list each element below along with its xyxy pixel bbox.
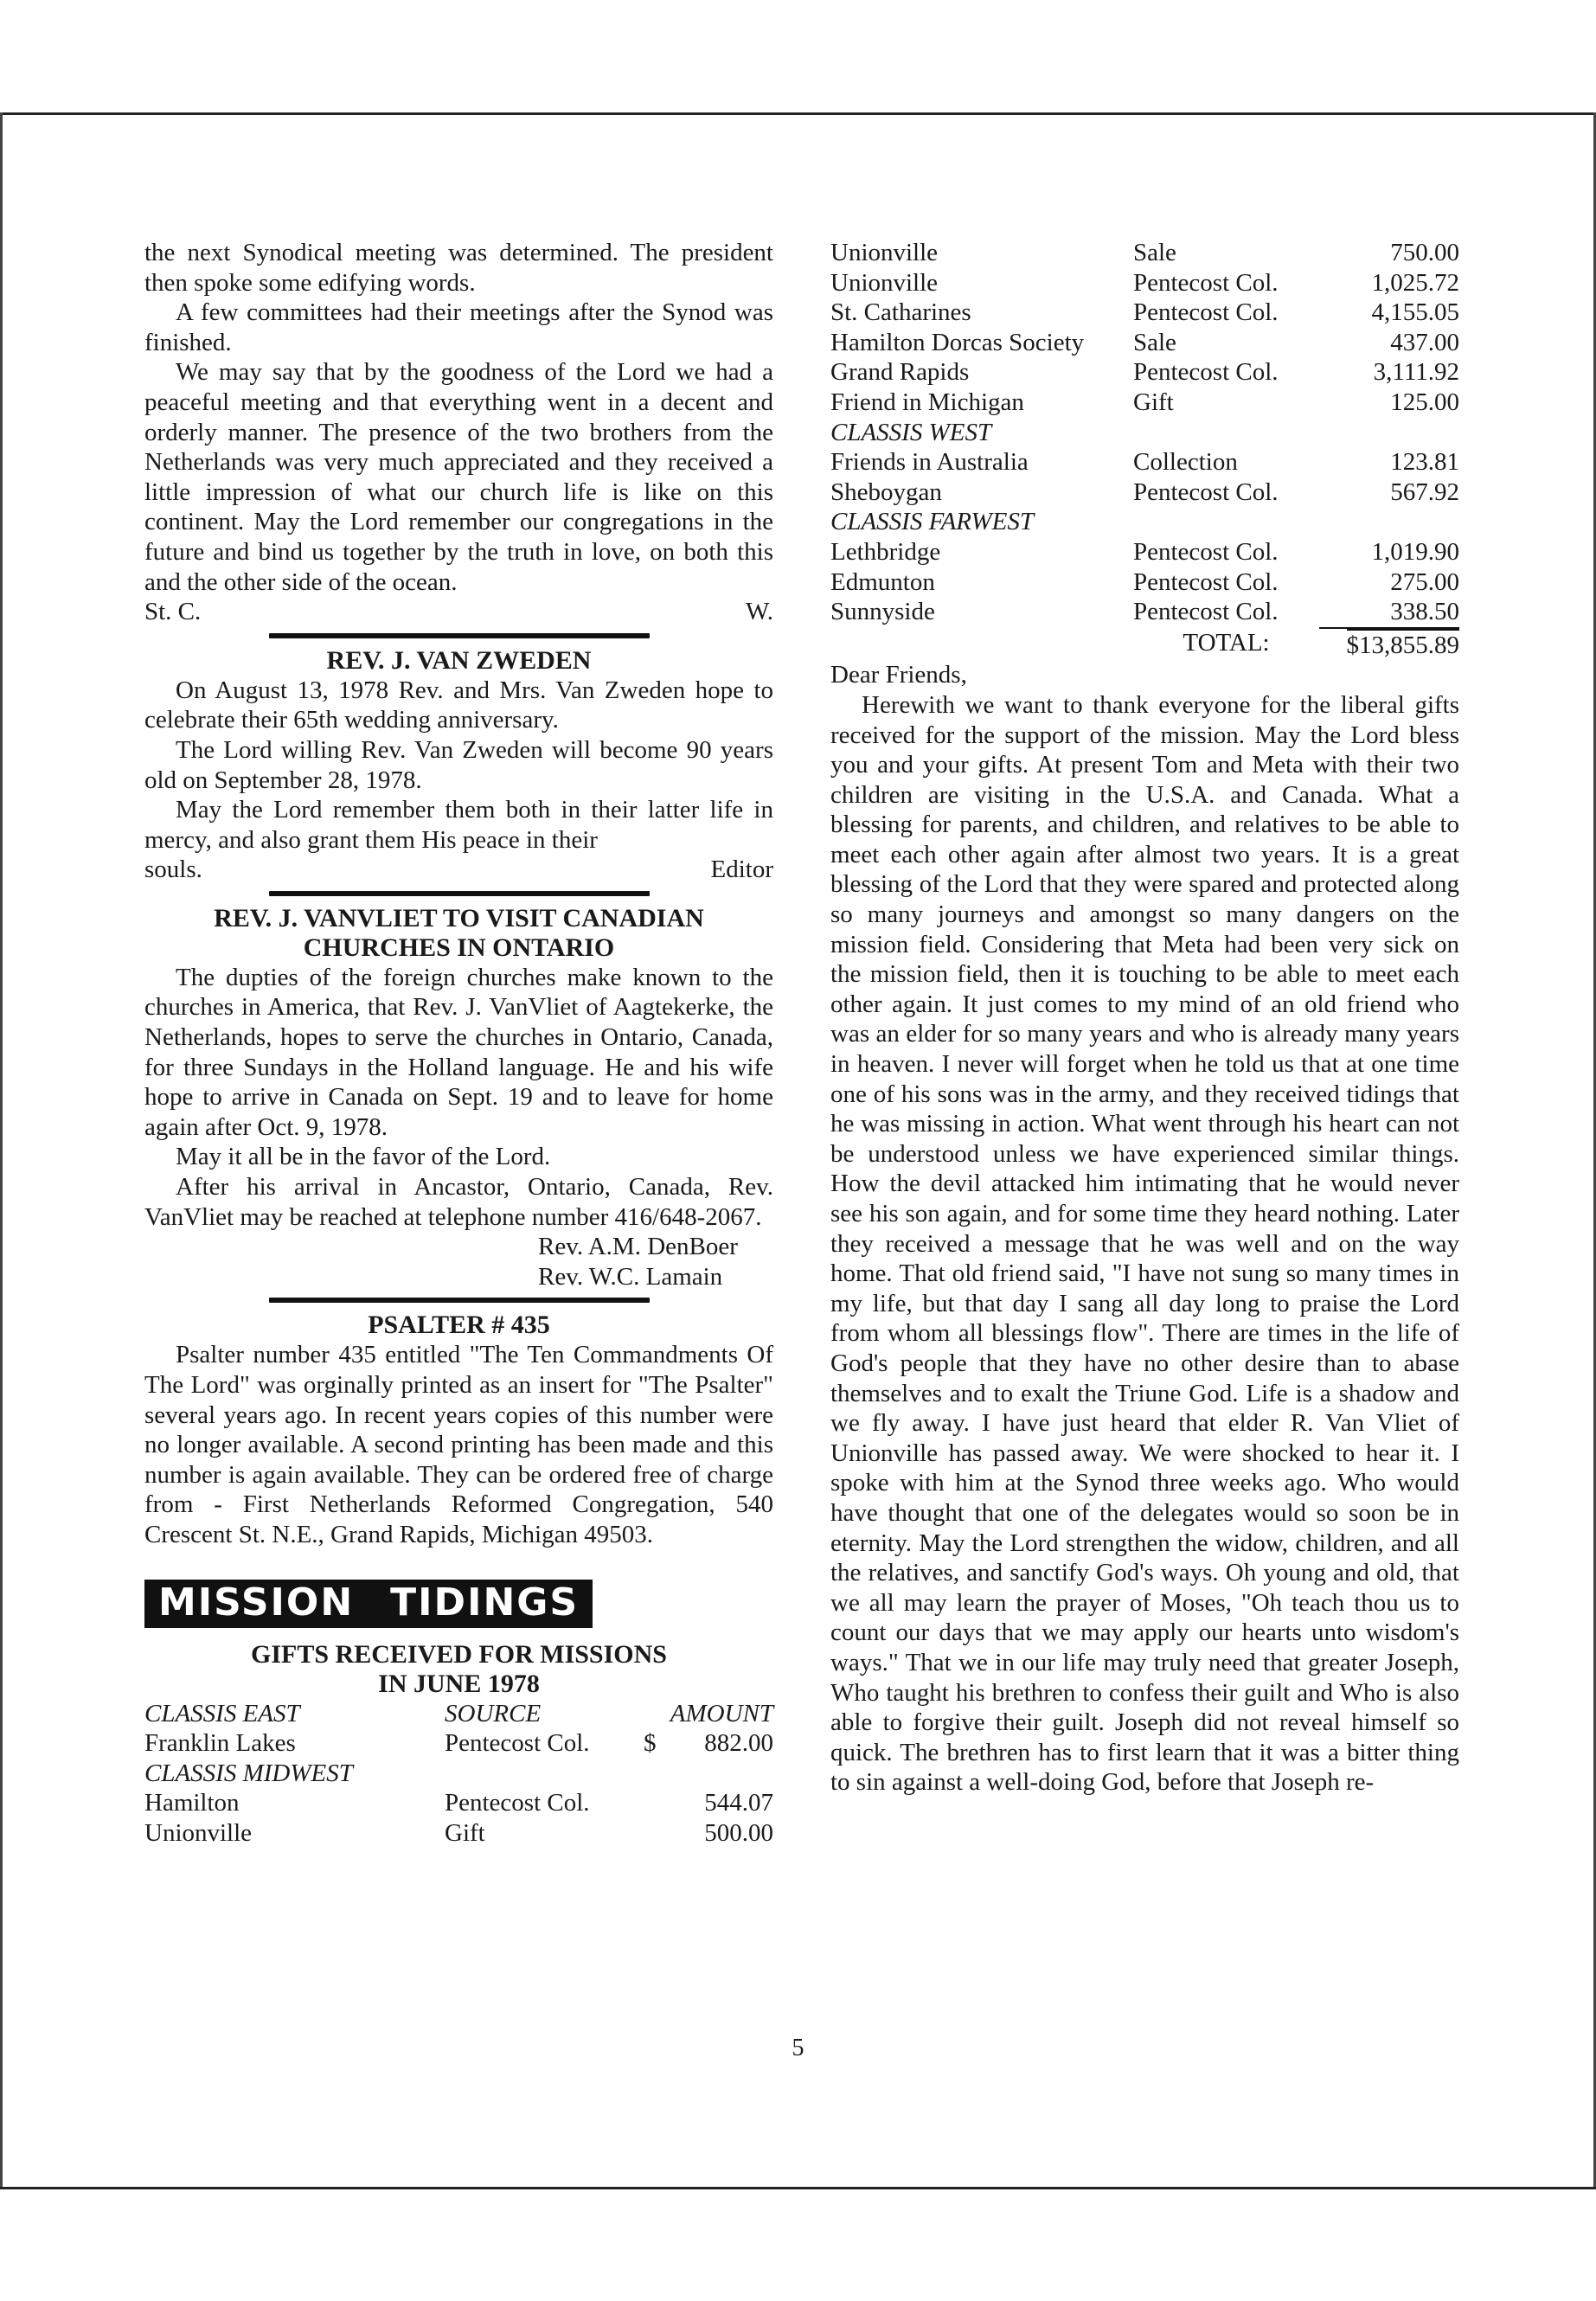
row-source: Pentecost Col. xyxy=(445,1789,590,1817)
row-location: Lethbridge xyxy=(830,537,941,566)
psalter-title: PSALTER # 435 xyxy=(368,1311,550,1340)
row-amount: 1,025.72 xyxy=(1371,268,1459,297)
page-frame-bottom xyxy=(0,2187,1596,2189)
row-source: Pentecost Col. xyxy=(1133,358,1279,387)
row-location: St. Catharines xyxy=(830,298,971,327)
row-currency: $ xyxy=(644,1729,657,1758)
row-location: Hamilton xyxy=(144,1789,240,1817)
vanvliet-paragraph-1: The dupties of the foreign churches make known to the churches in America, that Rev. J. VanVliet of Aagtekerke, the Netherlands, hopes to serve the churches in Ontario, Canada, for three Sundays in the Holland language. He and his wife hope to arrive in Canada on Sept. 19 and to leave for home again after Oct. 9, 1978. xyxy=(144,963,773,1141)
row-source: Pentecost Col. xyxy=(1133,537,1279,566)
row-amount: 882.00 xyxy=(704,1729,773,1758)
row-amount: 275.00 xyxy=(1390,567,1459,596)
classis-farwest: CLASSIS FARWEST xyxy=(830,508,1034,536)
row-amount: 1,019.90 xyxy=(1371,537,1459,566)
header-source: SOURCE xyxy=(445,1699,542,1727)
vanzweden-paragraph-2: The Lord willing Rev. Van Zweden will become 90 years old on September 28, 1978. xyxy=(144,735,773,794)
signoff-left: St. C. xyxy=(144,598,202,626)
table-row xyxy=(830,537,1459,567)
row-source: Sale xyxy=(1133,239,1176,266)
synod-paragraph-1: the next Synodical meeting was determined. The president then spoke some edifying words. xyxy=(144,239,773,297)
row-amount: 3,111.92 xyxy=(1373,358,1459,387)
vanzweden-paragraph-3: May the Lord remember them both in their latter life in mercy, and also grant them His peace in their xyxy=(144,796,773,854)
row-amount: 567.92 xyxy=(1390,478,1459,506)
table-row xyxy=(830,388,1459,418)
row-source: Collection xyxy=(1133,448,1238,477)
row-amount: 123.81 xyxy=(1390,448,1459,477)
row-source: Gift xyxy=(445,1818,485,1847)
row-location: Grand Rapids xyxy=(830,358,970,387)
page-number: 5 xyxy=(792,2035,804,2061)
row-source: Sale xyxy=(1133,328,1176,356)
page-frame-left xyxy=(0,112,3,2189)
psalter-paragraph: Psalter number 435 entitled "The Ten Commandments Of The Lord" was orginally printed as an insert for "The Psalter" several years ago. In recent years copies of this number were no longer available. A second printing has been made and this number is again available. They can be ordered free of charge from - First Netherlands Reformed Congregation, 540 Crescent St. N.E., Grand Rapids, Michigan 49503. xyxy=(144,1341,773,1548)
divider xyxy=(144,891,773,896)
row-amount: 500.00 xyxy=(704,1818,773,1847)
table-row xyxy=(144,1818,773,1849)
divider xyxy=(144,633,773,638)
gifts-title-line-2: IN JUNE 1978 xyxy=(378,1669,540,1698)
classis-midwest: CLASSIS MIDWEST xyxy=(144,1759,353,1787)
right-column xyxy=(830,238,1459,1798)
row-location: Friends in Australia xyxy=(830,448,1029,477)
signature-denboer: Rev. A.M. DenBoer xyxy=(538,1233,738,1261)
row-source: Pentecost Col. xyxy=(1133,268,1279,297)
page-frame-top xyxy=(0,112,1596,115)
row-amount: 437.00 xyxy=(1390,328,1459,356)
gifts-table-left xyxy=(144,1699,773,1849)
table-row xyxy=(830,298,1459,328)
row-source: Pentecost Col. xyxy=(445,1729,590,1758)
row-location: Unionville xyxy=(830,239,939,266)
banner-word-2: TIDINGS xyxy=(390,1580,580,1625)
classis-west: CLASSIS WEST xyxy=(830,418,992,446)
header-amount: AMOUNT xyxy=(670,1699,773,1727)
classis-heading-row xyxy=(144,1759,773,1789)
vanzweden-title: REV. J. VAN ZWEDEN xyxy=(326,645,592,675)
row-location: Hamilton Dorcas Society xyxy=(830,328,1085,356)
mission-tidings-banner xyxy=(144,1580,773,1628)
total-value: $13,855.89 xyxy=(1347,629,1460,661)
classis-heading-row xyxy=(830,418,1459,448)
table-row xyxy=(830,328,1459,358)
row-amount: 4,155.05 xyxy=(1371,298,1459,327)
row-source: Pentecost Col. xyxy=(1133,598,1279,626)
synod-paragraph-2: A few committees had their meetings after the Synod was finished. xyxy=(144,298,773,356)
row-amount: 338.50 xyxy=(1319,597,1459,628)
row-source: Pentecost Col. xyxy=(1133,478,1279,506)
signoff-right: W. xyxy=(746,598,773,626)
row-location: Franklin Lakes xyxy=(144,1729,296,1758)
gifts-table-right xyxy=(830,238,1459,660)
table-row xyxy=(830,357,1459,388)
vanvliet-paragraph-3: After his arrival in Ancastor, Ontario, Canada, Rev. VanVliet may be reached at telephone number 416/648-2067. xyxy=(144,1173,773,1231)
row-location: Unionville xyxy=(144,1818,253,1847)
gifts-table-header xyxy=(144,1699,773,1729)
vanvliet-title-line-1: REV. J. VANVLIET TO VISIT CANADIAN xyxy=(214,903,704,933)
vanzweden-signoff xyxy=(144,855,773,885)
row-amount: 750.00 xyxy=(1390,239,1459,266)
left-column xyxy=(144,238,773,1849)
gifts-title-line-1: GIFTS RECEIVED FOR MISSIONS xyxy=(251,1639,667,1669)
table-row xyxy=(830,597,1459,628)
table-row xyxy=(830,478,1459,508)
table-row xyxy=(830,268,1459,298)
table-row xyxy=(830,447,1459,478)
classis-heading-row xyxy=(830,507,1459,537)
row-source: Gift xyxy=(1133,388,1174,416)
row-location: Friend in Michigan xyxy=(830,388,1024,416)
synod-signoff xyxy=(144,597,773,627)
vanvliet-title-line-2: CHURCHES IN ONTARIO xyxy=(303,933,615,962)
table-row xyxy=(144,1728,773,1759)
vanvliet-paragraph-2: May it all be in the favor of the Lord. xyxy=(176,1143,551,1171)
total-label: TOTAL: xyxy=(1183,628,1270,657)
vanvliet-signatures xyxy=(538,1232,773,1292)
row-amount: 125.00 xyxy=(1390,388,1459,416)
row-amount: 544.07 xyxy=(704,1789,773,1817)
table-row xyxy=(830,238,1459,268)
divider xyxy=(144,1298,773,1303)
row-location: Edmunton xyxy=(830,567,935,596)
signature-lamain: Rev. W.C. Lamain xyxy=(538,1262,723,1291)
table-row xyxy=(830,567,1459,598)
header-classis-east: CLASSIS EAST xyxy=(144,1699,300,1727)
letter-body: Herewith we want to thank everyone for the liberal gifts received for the support of the mission. May the Lord bless you and your gifts. At present Tom and Meta with their two children are visiting in the U.S.A. and Canada. What a blessing for parents, and children, and relatives to be able to meet each other again after almost two years. It is a great blessing of the Lord that they were spared and protected along so many journeys and amongst so many dangers on the mission field. Considering that Meta had been very sick on the mission field, then it is touching to be able to meet each other again. It just comes to my mind of an old friend who was an elder for so many years and who is already many years in heaven. I never will forget when he told us that at one time one of his sons was in the army, and they received tidings that he was missing in action. What went through his heart can not be understood unless we have experienced similar things. How the devil attacked him intimating that he would never see his son again, and for some time they heard nothing. Later they received a message that he was well and on the way home. That old friend said, "I have not sung so many times in my life, but that day I sang all day long to praise the Lord from whom all blessings flow". There are times in the life of God's people that they have no other desire than to abase themselves and to exalt the Triune God. Life is a shadow and we fly away. I have just heard that elder R. Van Vliet of Unionville has passed away. We were shocked to hear it. I spoke with him at the Synod three weeks ago. Who would have thought that one of the delegates would so soon be in eternity. May the Lord strengthen the widow, children, and all the relatives, and sanctify God's ways. Oh young and old, that we all may learn the prayer of Moses, "Oh teach thou us to count our days that we may apply our hearts unto wisdom's ways." That we in our life may truly need that greater Joseph, Who taught his brethren to confess their guilt and Who is also able to forgive their guilt. Joseph did not reveal himself so quick. The brethren has to first learn that it was a bitter thing to sin against a well-doing God, before that Joseph re- xyxy=(830,690,1459,1797)
row-source: Pentecost Col. xyxy=(1133,567,1279,596)
row-source: Pentecost Col. xyxy=(1133,298,1279,327)
total-row xyxy=(830,628,1459,661)
row-location: Sunnyside xyxy=(830,598,935,626)
vanzweden-paragraph-3-end: souls. xyxy=(144,856,202,884)
banner-word-1: MISSION xyxy=(158,1580,355,1625)
row-location: Sheboygan xyxy=(830,478,942,506)
editor-signature: Editor xyxy=(710,856,773,884)
table-row xyxy=(144,1788,773,1818)
row-location: Unionville xyxy=(830,268,939,297)
synod-paragraph-3: We may say that by the goodness of the Lord we had a peaceful meeting and that everything went in a decent and orderly manner. The presence of the two brothers from the Netherlands was very much appreciated and they received a little impression of what our church life is like on this continent. May the Lord remember our congregations in the future and bind us together by the truth in love, on both this and the other side of the ocean. xyxy=(144,358,773,596)
letter-salutation: Dear Friends, xyxy=(830,661,967,689)
vanzweden-paragraph-1: On August 13, 1978 Rev. and Mrs. Van Zweden hope to celebrate their 65th wedding anniversary. xyxy=(144,676,773,734)
